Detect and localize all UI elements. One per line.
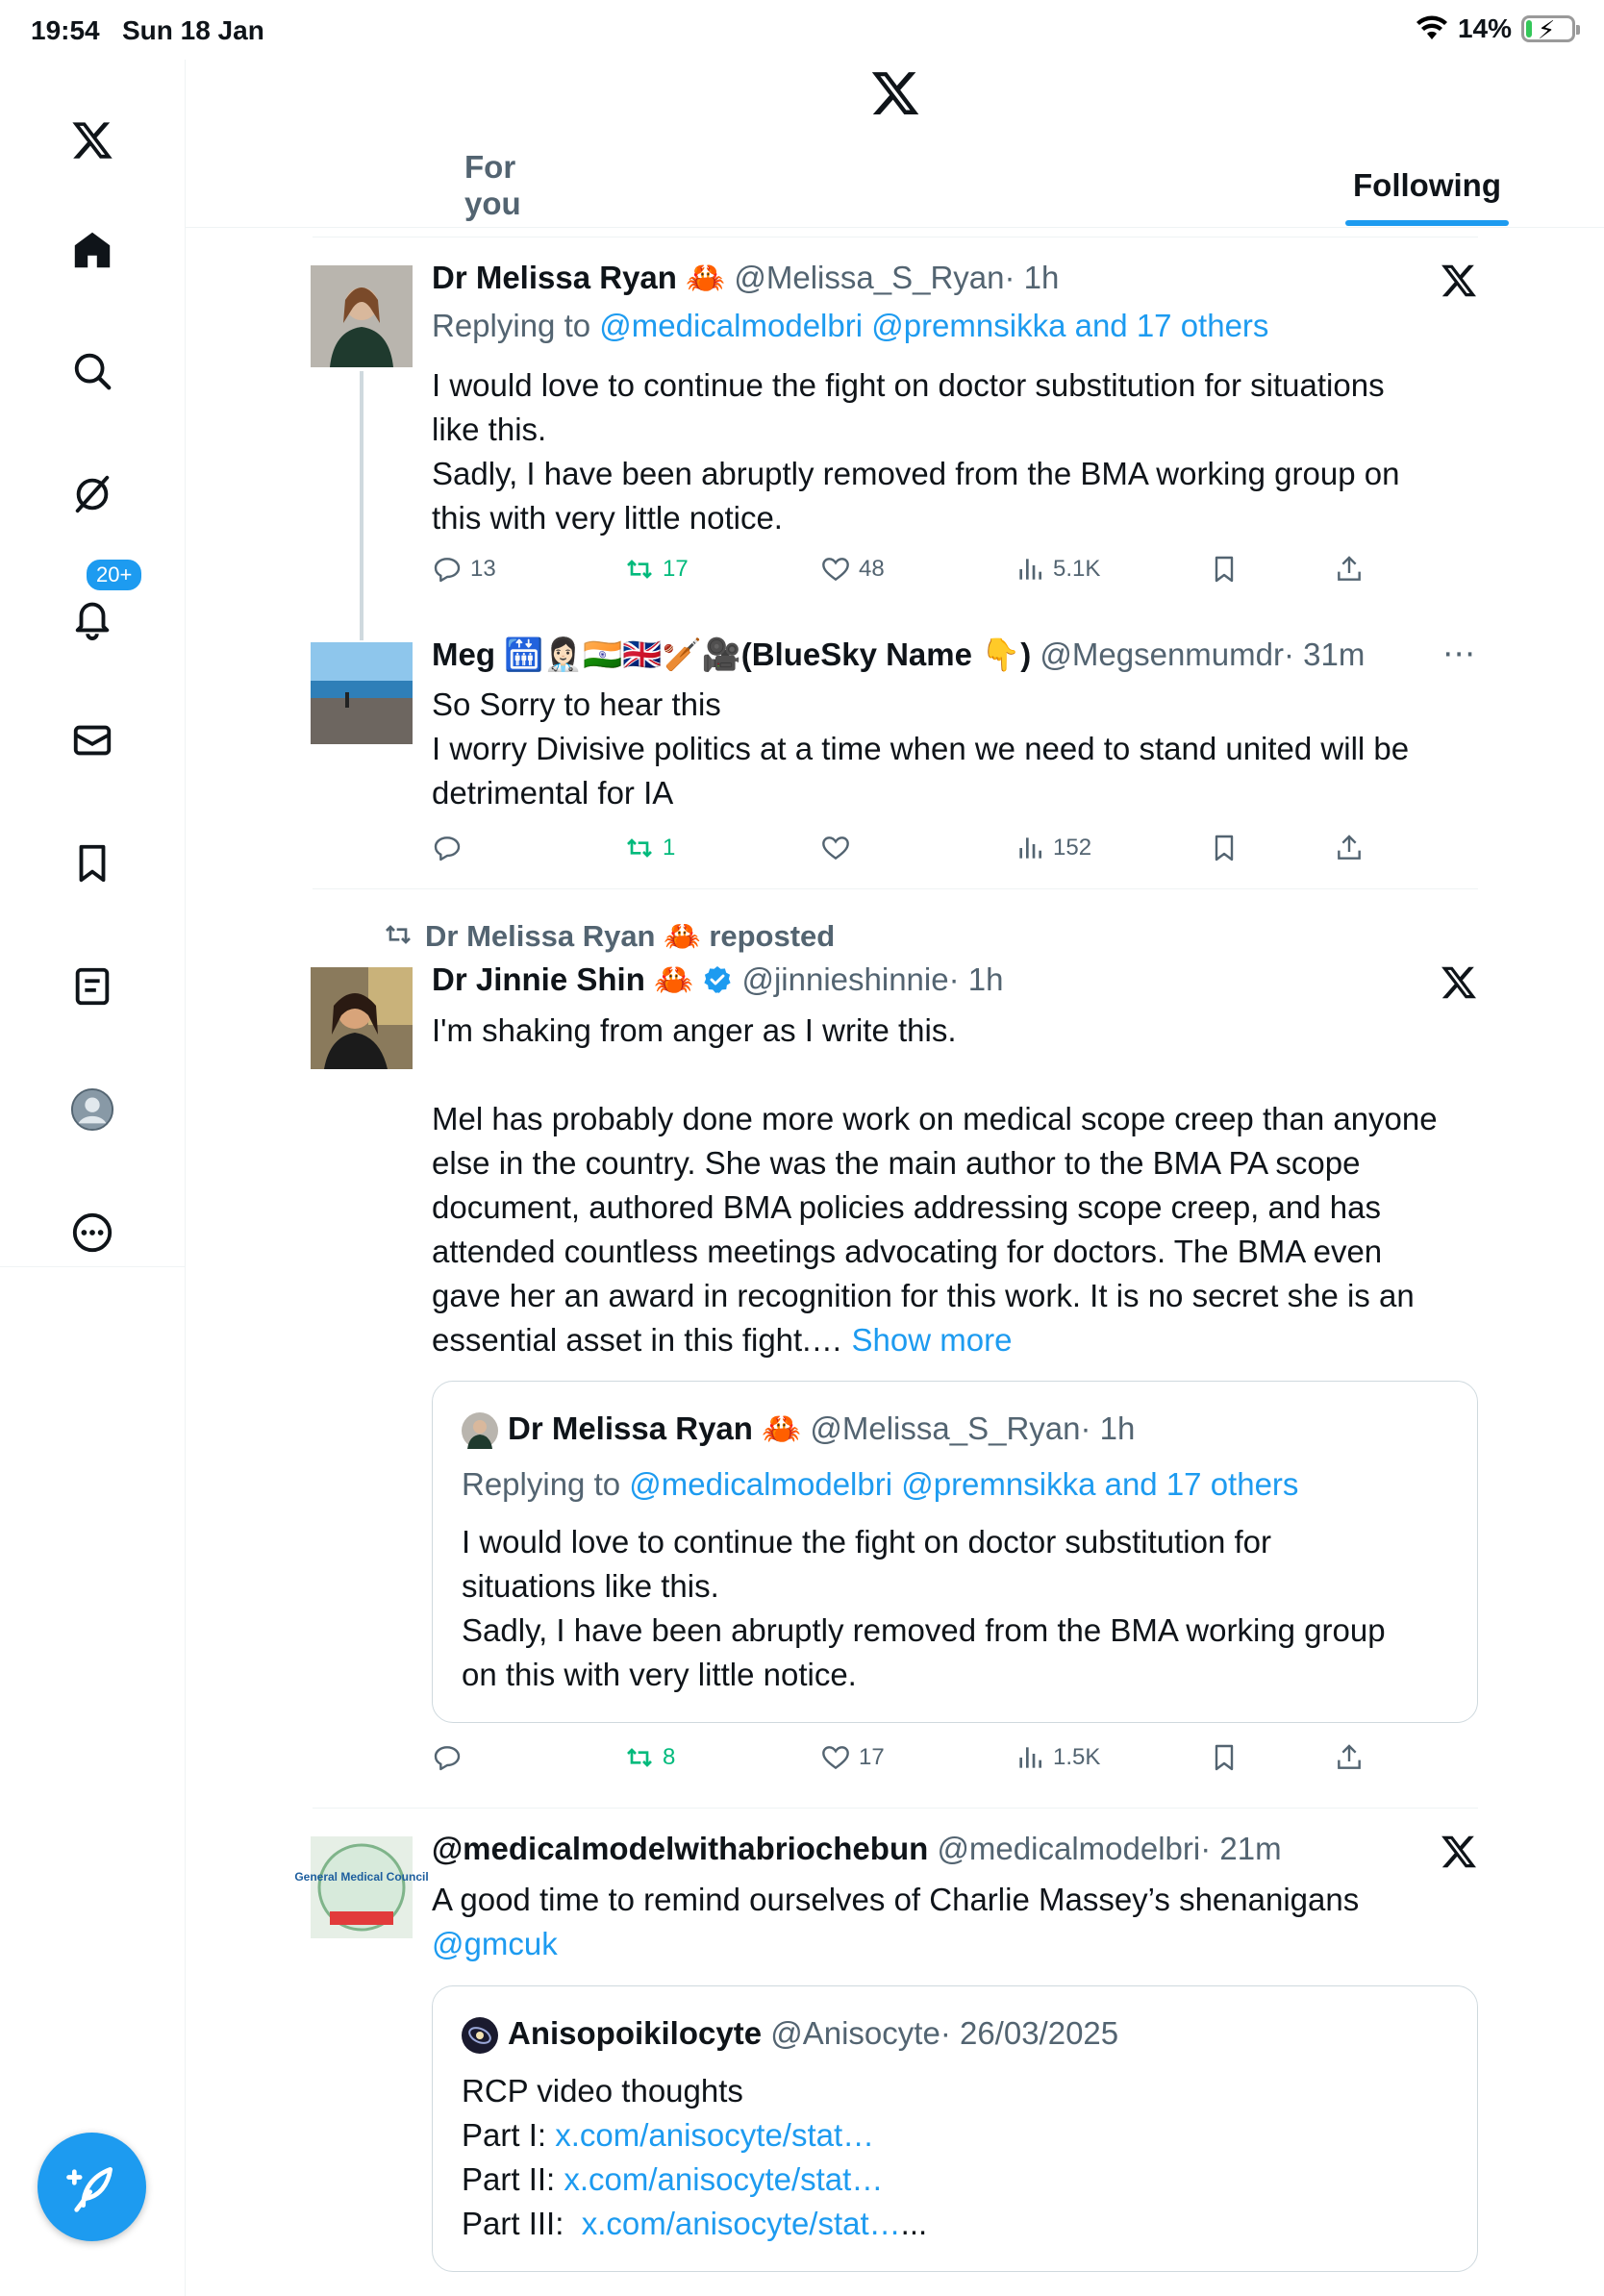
compose-feather-icon xyxy=(65,2160,119,2214)
wifi-icon xyxy=(1416,16,1448,41)
post-time: · 21m xyxy=(1200,1831,1282,1866)
bookmark-button[interactable] xyxy=(1209,1742,1240,1773)
bookmarks-icon[interactable] xyxy=(62,833,123,894)
post-actions xyxy=(432,554,1393,598)
tab-following[interactable]: Following xyxy=(1353,167,1501,203)
quote-link[interactable]: x.com/anisocyte/stat… xyxy=(555,2117,875,2153)
author-name[interactable]: Dr Melissa Ryan 🦀 xyxy=(432,260,726,295)
post-actions xyxy=(432,1742,1393,1786)
quote-text: I would love to continue the fight on doctor substitution for situations like this. Sadly, I have been abruptly removed from the BMA working group on this with very little notice. xyxy=(462,1524,1386,1692)
galaxy-avatar-icon xyxy=(462,2017,498,2054)
sidebar-divider xyxy=(185,1267,186,2296)
quote-author-line xyxy=(508,2015,1118,2052)
avatar[interactable] xyxy=(294,1836,429,1938)
replying-to: Replying to @medicalmodelbri @premnsikka and 17 others xyxy=(462,1466,1299,1502)
post-text: I would love to continue the fight on doctor substitution for situations like this. Sadly, I have been abruptly removed from the BMA working group on this with very little notice. xyxy=(432,367,1400,536)
post-author-line xyxy=(432,636,1365,674)
tab-for-you[interactable]: For you xyxy=(464,149,521,221)
compose-post-button[interactable] xyxy=(38,2133,146,2241)
avatar xyxy=(462,1412,498,1449)
repost-icon xyxy=(624,554,655,585)
status-right xyxy=(1416,13,1575,44)
bookmark-icon xyxy=(1209,833,1240,863)
post-time: · 31m xyxy=(1283,636,1366,672)
show-more-link[interactable]: Show more xyxy=(851,1322,1013,1358)
notifications-badge: 20+ xyxy=(85,558,143,592)
status-time: 19:54 Sun 18 Jan xyxy=(31,15,264,45)
timeline-tabs xyxy=(186,144,1604,228)
post-text: I'm shaking from anger as I write this. Mel has probably done more work on medical scope creep than anyone else in the country. She was the main author to the BMA PA scope document, authored BMA policies addressing scope creep, and has attended countless meetings advocating for doctors. The BMA even gave her an award in recognition for this work. It is no secret she is an essential asset in this fight.… Show more xyxy=(432,1012,1438,1358)
share-icon xyxy=(1334,1742,1365,1773)
share-icon xyxy=(1334,833,1365,863)
repost-icon xyxy=(383,919,414,950)
quote-link[interactable]: x.com/anisocyte/stat… xyxy=(564,2161,884,2197)
lists-icon[interactable] xyxy=(62,956,123,1017)
replying-to-links[interactable]: @medicalmodelbri @premnsikka and 17 others xyxy=(599,308,1269,343)
quote-author-line xyxy=(508,1410,1135,1448)
author-handle: @Anisocyte xyxy=(770,2015,940,2051)
bookmark-icon xyxy=(1209,554,1240,585)
quote-text: RCP video thoughts Part I: x.com/anisocyte/stat… Part II: x.com/anisocyte/stat… Part III: x.com/anisocyte/stat…... xyxy=(462,2073,928,2241)
reply-button[interactable]: 13 xyxy=(432,554,496,585)
quoted-post[interactable] xyxy=(432,1381,1478,1723)
author-name: Anisopoikilocyte xyxy=(508,2015,763,2051)
views-button[interactable]: 5.1K xyxy=(1015,554,1100,585)
post-author-line xyxy=(432,260,1059,297)
divider xyxy=(313,1808,1478,1809)
views-button[interactable]: 152 xyxy=(1015,833,1091,863)
repost-button[interactable]: 8 xyxy=(624,1742,675,1773)
bookmark-button[interactable] xyxy=(1209,554,1240,585)
battery-percent: 14% xyxy=(1457,13,1512,43)
author-handle[interactable]: @Melissa_S_Ryan xyxy=(734,260,1005,295)
quoted-post[interactable] xyxy=(432,1985,1478,2272)
search-icon[interactable] xyxy=(62,340,123,402)
views-button[interactable]: 1.5K xyxy=(1015,1742,1100,1773)
thread-line xyxy=(360,371,363,640)
bookmark-button[interactable] xyxy=(1209,833,1240,863)
x-logo-icon[interactable] xyxy=(62,110,123,171)
post-time: · 1h xyxy=(1080,1410,1136,1446)
heart-icon xyxy=(820,554,851,585)
reply-button[interactable] xyxy=(432,1742,470,1773)
author-handle[interactable]: @jinnieshinnie xyxy=(741,961,949,997)
avatar-logo-text: General Medical Council xyxy=(294,1870,429,1884)
author-name[interactable]: @medicalmodelwithabriochebun xyxy=(432,1831,929,1866)
repost-button[interactable]: 1 xyxy=(624,833,675,863)
x-logo-icon[interactable] xyxy=(869,67,921,119)
post-time: · 26/03/2025 xyxy=(940,2015,1119,2051)
x-logo-icon[interactable] xyxy=(1440,262,1478,300)
mention-link[interactable]: @gmcuk xyxy=(432,1926,558,1961)
share-icon xyxy=(1334,554,1365,585)
share-button[interactable] xyxy=(1334,554,1365,585)
views-chart-icon xyxy=(1015,554,1045,585)
replying-to: Replying to @medicalmodelbri @premnsikka and 17 others xyxy=(432,308,1269,343)
author-name[interactable]: Meg 🛗👩🏻‍⚕️🇮🇳🇬🇧🏏🎥(BlueSky Name 👇) xyxy=(432,636,1032,672)
like-button[interactable] xyxy=(820,833,859,863)
verified-badge-icon xyxy=(702,964,733,995)
status-bar xyxy=(0,0,1604,60)
like-button[interactable]: 17 xyxy=(820,1742,885,1773)
share-button[interactable] xyxy=(1334,833,1365,863)
reply-icon xyxy=(432,1742,463,1773)
messages-icon[interactable] xyxy=(62,710,123,771)
heart-icon xyxy=(820,1742,851,1773)
post-time: · 1h xyxy=(1004,260,1060,295)
post-actions xyxy=(432,833,1393,877)
post-author-line xyxy=(432,961,1003,999)
replying-to-links[interactable]: @medicalmodelbri @premnsikka and 17 others xyxy=(629,1466,1299,1502)
author-handle: @Melissa_S_Ryan xyxy=(810,1410,1081,1446)
post-text: So Sorry to hear this I worry Divisive politics at a time when we need to stand united will be detrimental for IA xyxy=(432,686,1410,811)
battery-icon: ⚡ xyxy=(1521,15,1575,42)
reply-icon xyxy=(432,554,463,585)
more-options-icon[interactable]: ⋯ xyxy=(1442,636,1477,672)
post-author-line xyxy=(432,1831,1282,1867)
divider xyxy=(313,888,1478,889)
reply-button[interactable] xyxy=(432,833,470,863)
reply-icon xyxy=(432,833,463,863)
views-chart-icon xyxy=(1015,833,1045,863)
heart-icon xyxy=(820,833,851,863)
like-button[interactable]: 48 xyxy=(820,554,885,585)
x-logo-icon[interactable] xyxy=(1440,1833,1478,1871)
repost-icon xyxy=(624,833,655,863)
avatar[interactable] xyxy=(311,265,413,367)
profile-avatar-icon[interactable] xyxy=(62,1079,123,1140)
author-name[interactable]: Dr Jinnie Shin 🦀 xyxy=(432,961,694,997)
post-time: · 1h xyxy=(948,961,1004,997)
repost-button[interactable]: 17 xyxy=(624,554,689,585)
avatar[interactable] xyxy=(311,967,413,1069)
repost-indicator: Dr Melissa Ryan 🦀 reposted xyxy=(383,918,835,954)
avatar[interactable] xyxy=(311,642,413,744)
share-button[interactable] xyxy=(1334,1742,1365,1773)
x-logo-icon[interactable] xyxy=(1440,963,1478,1002)
bookmark-icon xyxy=(1209,1742,1240,1773)
grok-icon[interactable] xyxy=(62,463,123,525)
home-icon[interactable] xyxy=(62,219,123,281)
more-options-icon[interactable] xyxy=(62,1202,123,1263)
repost-icon xyxy=(624,1742,655,1773)
sidebar xyxy=(0,60,186,1267)
post-text: A good time to remind ourselves of Charlie Massey’s shenanigans @gmcuk xyxy=(432,1882,1360,1961)
author-name: Dr Melissa Ryan 🦀 xyxy=(508,1410,802,1446)
quote-link[interactable]: x.com/anisocyte/stat… xyxy=(581,2206,901,2241)
author-handle[interactable]: @Megsenmumdr xyxy=(1040,636,1284,672)
author-handle[interactable]: @medicalmodelbri xyxy=(937,1831,1201,1866)
active-tab-indicator xyxy=(1345,220,1509,226)
views-chart-icon xyxy=(1015,1742,1045,1773)
notifications-bell-icon[interactable] xyxy=(62,586,123,648)
